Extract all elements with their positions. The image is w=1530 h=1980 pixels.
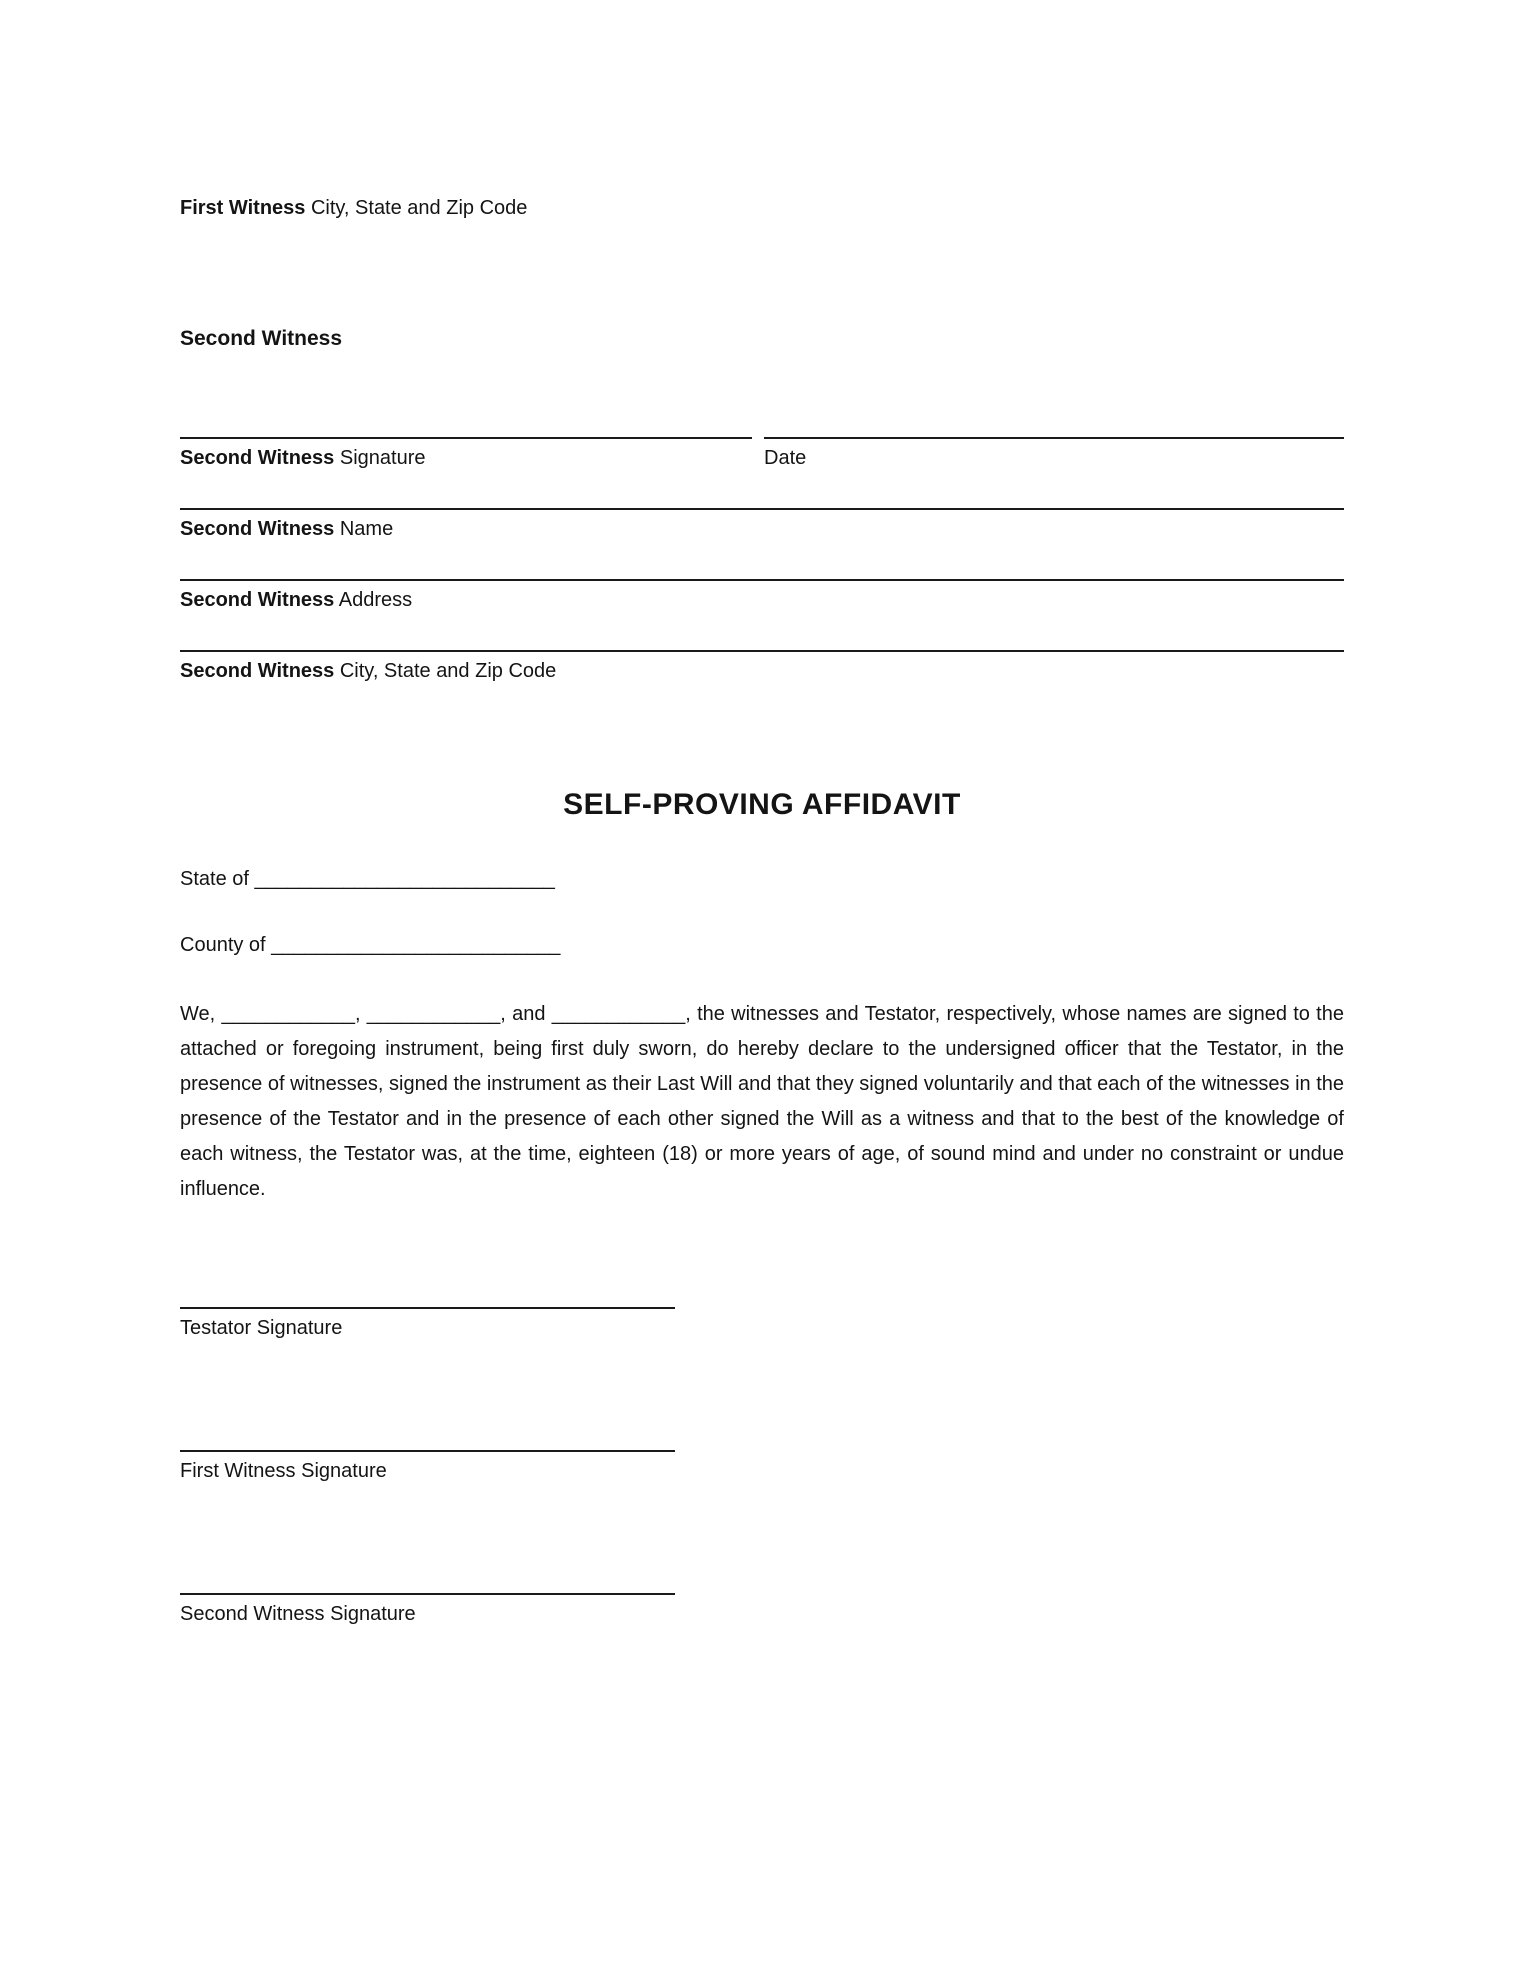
second-witness-signature-label-rest: Signature [339,447,426,469]
second-witness-signature-block [180,1593,1344,1626]
second-witness-city-field-label-bold: Second Witness [180,660,335,682]
date-line [764,437,1344,439]
state-of-label: State of [180,868,249,890]
first-witness-city-label-bold: First Witness [180,197,306,219]
second-witness-address-field [180,579,1344,612]
second-witness-address-label [180,588,1344,612]
second-witness-city-line [180,650,1344,652]
county-of-blank: __________________________ [271,934,561,956]
second-witness-address-label-rest: Address [338,589,413,611]
second-witness-signature-line [180,437,752,439]
county-of-label: County of [180,934,266,956]
testator-signature-line [180,1307,675,1309]
second-witness-signature-date-row [180,437,1344,470]
date-label: Date [764,447,807,469]
second-witness-signature-field [180,437,752,470]
second-witness-signature-block-label: Second Witness Signature [180,1603,416,1625]
first-witness-city-label [180,196,1344,220]
date-field [764,437,1344,470]
second-witness-signature-block-line [180,1593,675,1595]
second-witness-name-field [180,508,1344,541]
second-witness-signature-label [180,446,752,470]
second-witness-name-label [180,517,1344,541]
second-witness-city-field [180,650,1344,683]
second-witness-city-field-label-rest: City, State and Zip Code [339,660,557,682]
affidavit-title: SELF-PROVING AFFIDAVIT [563,788,961,821]
second-witness-address-line [180,579,1344,581]
state-of-line [180,867,1344,891]
state-of-blank: ___________________________ [254,868,555,890]
first-witness-city-label-rest: City, State and Zip Code [310,197,528,219]
affidavit-body-paragraph: We, ____________, ____________, and ____________, the witnesses and Testator, respectively, whose names are signed to the attached or foregoing instrument, being first duly sworn, do hereby declare to the undersigned officer that the Testator, in the presence of witnesses, signed the instrument as their Last Will and that they signed voluntarily and that each of the witnesses in the presence of the Testator and in the presence of each other signed the Will as a witness and that to the best of the knowledge of each witness, the Testator was, at the time, eighteen (18) or more years of age, of sound mind and under no constraint or undue influence. [180,1003,1344,1200]
second-witness-name-line [180,508,1344,510]
second-witness-city-field-label [180,659,1344,683]
first-witness-signature-line [180,1450,675,1452]
second-witness-name-label-bold: Second Witness [180,518,335,540]
first-witness-signature-block [180,1450,1344,1483]
county-of-line [180,933,1344,957]
second-witness-signature-label-bold: Second Witness [180,447,335,469]
second-witness-heading: Second Witness [180,327,343,350]
second-witness-name-label-rest: Name [339,518,394,540]
testator-signature-label: Testator Signature [180,1317,343,1339]
second-witness-address-label-bold: Second Witness [180,589,335,611]
first-witness-signature-label: First Witness Signature [180,1460,387,1482]
testator-signature-block [180,1307,1344,1340]
